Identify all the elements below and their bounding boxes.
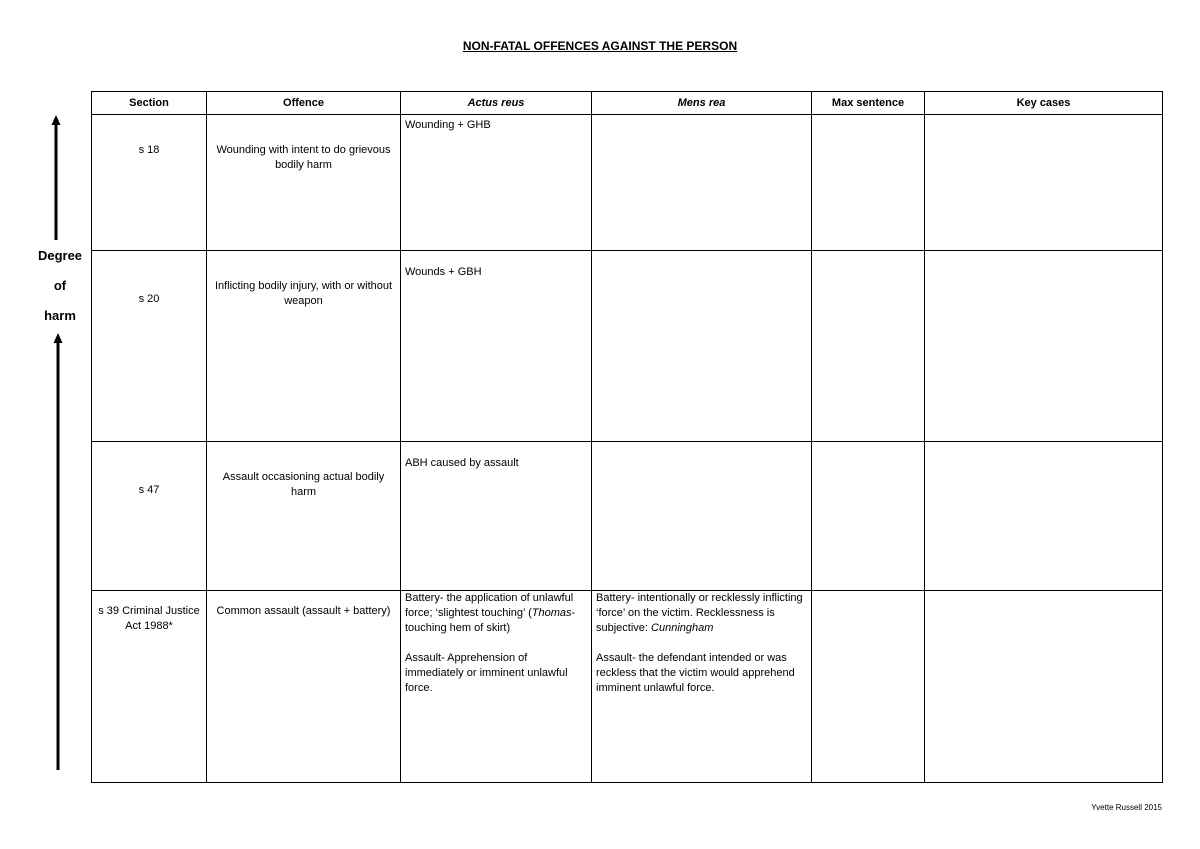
- offence-text: Assault occasioning actual bodily harm: [222, 471, 385, 498]
- offence-cell: [207, 442, 401, 591]
- mens-rea-battery-text: Battery- intentionally or recklessly inflicting ‘force’ on the victim. Recklessness is subjective:: [596, 592, 803, 634]
- mens-rea-assault: Assault- the defendant intended or was reckless that the victim would apprehend imminent unlawful force.: [596, 652, 795, 694]
- header-section: Section: [92, 92, 207, 115]
- mens-rea-cell: [592, 115, 812, 251]
- actus-reus-text: Wounds + GBH: [405, 266, 482, 278]
- offence-cell: [207, 591, 401, 783]
- actus-reus-battery-text: Battery- the application of unlawful force; ‘slightest touching’ (: [405, 592, 574, 619]
- header-max-sentence: Max sentence: [812, 92, 925, 115]
- max-sentence-cell: [812, 115, 925, 251]
- mens-rea-battery: [596, 592, 803, 634]
- axis-label-word: Degree: [37, 248, 83, 263]
- max-sentence-cell: [812, 442, 925, 591]
- actus-reus-battery: [405, 592, 575, 634]
- offence-cell: [207, 115, 401, 251]
- key-cases-cell: [925, 115, 1163, 251]
- mens-rea-cell: [592, 251, 812, 442]
- actus-reus-cell: [401, 115, 592, 251]
- section-cell: [92, 251, 207, 442]
- actus-reus-cell: [401, 442, 592, 591]
- actus-reus-assault: Assault- Apprehension of immediately or imminent unlawful force.: [405, 652, 568, 694]
- case-name: Thomas: [531, 607, 572, 619]
- arrow-up-icon: [52, 333, 64, 770]
- offence-text: Common assault (assault + battery): [216, 605, 391, 617]
- section-text: s 39 Criminal Justice Act 1988*: [98, 605, 200, 632]
- section-text: s 20: [138, 293, 160, 305]
- key-cases-cell: [925, 442, 1163, 591]
- mens-rea-cell: [592, 591, 812, 783]
- actus-reus-battery-text: - touching hem of skirt): [405, 607, 576, 634]
- section-text: s 18: [138, 144, 160, 156]
- case-name: Cunningham: [651, 622, 714, 634]
- header-offence: Offence: [207, 92, 401, 115]
- axis-label-word: harm: [44, 308, 76, 323]
- section-text: s 47: [138, 484, 160, 496]
- axis-label: [20, 241, 100, 331]
- offence-cell: [207, 251, 401, 442]
- offences-table: [91, 91, 1163, 783]
- actus-reus-text: Wounding + GHB: [405, 119, 491, 131]
- arrow-up-icon: [50, 115, 62, 240]
- header-mens-rea: Mens rea: [592, 92, 812, 115]
- actus-reus-text: ABH caused by assault: [405, 457, 519, 469]
- actus-reus-cell: [401, 251, 592, 442]
- table-row: [92, 591, 1163, 783]
- document-title: NON-FATAL OFFENCES AGAINST THE PERSON: [462, 39, 738, 53]
- offence-text: Inflicting bodily injury, with or without weapon: [214, 280, 393, 307]
- actus-reus-cell: [401, 591, 592, 783]
- key-cases-cell: [925, 251, 1163, 442]
- table-row: [92, 442, 1163, 591]
- key-cases-cell: [925, 591, 1163, 783]
- section-cell: [92, 115, 207, 251]
- header-actus-reus: Actus reus: [401, 92, 592, 115]
- section-cell: [92, 591, 207, 783]
- table-row: [92, 115, 1163, 251]
- max-sentence-cell: [812, 591, 925, 783]
- table-header-row: [92, 92, 1163, 115]
- footer-credit: Yvette Russell 2015: [1091, 803, 1162, 812]
- table-row: [92, 251, 1163, 442]
- axis-label-word: of: [53, 278, 67, 293]
- header-key-cases: Key cases: [925, 92, 1163, 115]
- max-sentence-cell: [812, 251, 925, 442]
- mens-rea-cell: [592, 442, 812, 591]
- offence-text: Wounding with intent to do grievous bodily harm: [216, 144, 391, 171]
- section-cell: [92, 442, 207, 591]
